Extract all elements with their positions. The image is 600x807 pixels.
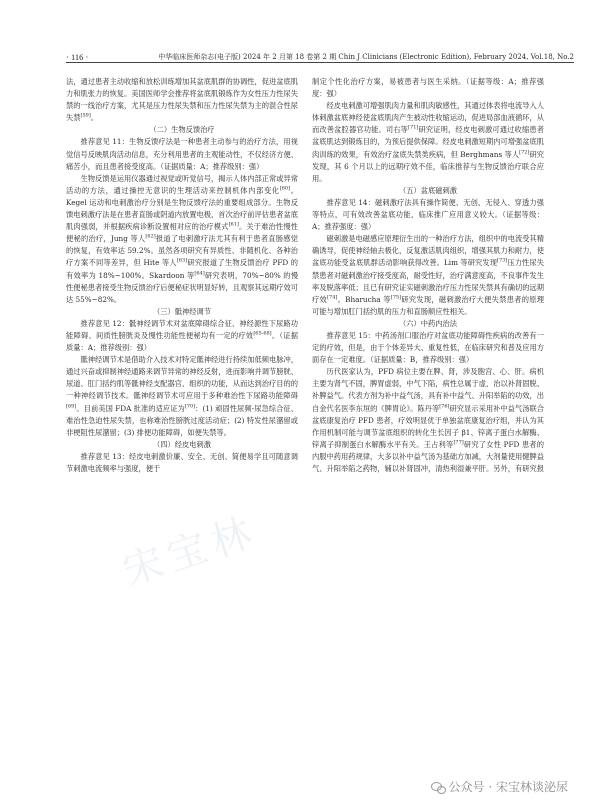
text-run: 。 xyxy=(90,113,99,123)
paragraph xyxy=(312,366,544,475)
left-column xyxy=(66,76,298,475)
text-run: （二）生物反馈治疗 xyxy=(149,125,215,135)
citation-ref: [76] xyxy=(439,403,450,410)
text-run: 法，通过患者主动收缩和放松训练增加其盆底肌群的协调性，促进盆底肌力和肌张力的恢复。美国医师学会推荐将盆底肌锻炼作为女性压力性尿失禁的一线治疗方案，尤其是压力性尿失禁和压力性尿失禁为主的混合性尿失禁 xyxy=(66,77,299,123)
text-run: 研究发现，磁刺激治疗大便失禁患者的原理可能与增加肛门括约肌的压力和直肠顺应性相关。 xyxy=(312,294,544,316)
text-run: 报道了电刺激疗法尤其有利于患者直肠感觉的恢复，有效率达 59.2%。虽然各项研究有异质性、非随机化、各种治疗方案不同等差异，但 Hite 等人 xyxy=(66,234,298,268)
text-run: 研究表明，70%~80% 的慢性便秘患者接受生物反馈治疗后便秘症状明显好转，且观察其远期疗效可达 55%~82%。 xyxy=(66,270,299,304)
text-run: 研究了女性 PFD 患者的内服中药用药规律，大多以补中益气汤为基础方加减，大剂量使用健脾益气、升阳举陷之药物，辅以补肾固冲，清热利湿兼平肝。另外，有研究报 xyxy=(312,439,545,473)
text-run: 制定个性化治疗方案，易被患者与医生采纳。（证据等级：A；推荐强度：强） xyxy=(312,77,544,99)
citation-ref: [63] xyxy=(176,258,188,264)
text-run: 推荐意见 12：骶神经调节术对盆底障碍综合征、神经源性下尿路功能障碍、间质性膀胱炎及慢性功能性便秘均有一定的疗效 xyxy=(66,318,298,340)
citation-ref: [64] xyxy=(194,270,205,277)
header-rule xyxy=(66,62,574,63)
citation-ref: [77] xyxy=(453,439,464,446)
citation-ref: [70] xyxy=(184,403,196,410)
section-heading xyxy=(312,185,544,197)
paragraph xyxy=(66,318,298,354)
text-run: 压力性尿失禁患者对磁刺激治疗接受度高，耐受性好，治疗满意度高，不良事件发生率及脱落率低；且已有研究证实磁刺激治疗压力性尿失禁具有确切的远期疗效 xyxy=(312,258,545,304)
paragraph xyxy=(312,197,544,233)
section-heading xyxy=(66,306,298,318)
paragraph xyxy=(66,173,298,306)
text-run: 生物反馈是运用仪器通过视觉或听觉信号，揭示人体内部正常或异常活动的方法，通过操控无意识的生理活动来控制机体内部变化 xyxy=(66,173,299,195)
citation-ref: [74] xyxy=(327,294,338,301)
citation-ref: [75] xyxy=(390,294,402,301)
text-run: 经皮电刺激可增强肌肉力量和肌肉敏感性，其通过体表将电流导入人体刺激盆底神经使盆底肌肉产生被动性收缩运动，促进局部血液循环，从而改善盆腔器官功能。司右等 xyxy=(312,101,545,135)
paragraph xyxy=(66,76,298,124)
text-run: 。关于难治性慢性便秘的治疗，Jung 等人 xyxy=(66,222,298,244)
page-number: · 116 · xyxy=(66,52,89,62)
text-run: 研究报道了生物反馈治疗 PFD 的有效率为 18%~100%。Skardoon 等 xyxy=(66,258,298,280)
paragraph xyxy=(66,354,298,439)
paragraph xyxy=(66,451,298,475)
text-run: 研究显示采用补中益气汤联合盆底康复治疗 PFD 患者，疗效明显优于单独盆底康复治疗组，并认为其作用机制可能与调节盆底组织的转化生长因子 β1、锌离子蛋白水解酶、锌离子抑制蛋白水解酶水平有关。王占利等 xyxy=(312,403,544,449)
text-run: （六）中药内治法 xyxy=(398,318,457,328)
citation-ref: [73] xyxy=(497,258,508,264)
text-run: 历代医家认为，PFD 病位主要在脾、肾，涉及胞宫、心、肝。病机主要为肾气不固，脾胃虚弱，中气下陷，病性总属于虚，治以补肾固脱、补脾益气。代表方剂为补中益气汤，具有补中益气、升阳举陷的功效，出自金代名医李东垣的《脾胃论》。陈丹等 xyxy=(312,367,545,413)
watermark: 宋宝林 xyxy=(117,508,263,596)
text-run: （四）经皮电刺激 xyxy=(152,439,211,449)
running-header xyxy=(66,46,574,62)
text-run: 。Bharucha 等 xyxy=(337,294,391,304)
citation-ref: [65-68] xyxy=(253,330,272,337)
text-run: 研究发现，其 6 个月以上的远期疗效不佳，临床推荐与生物反馈治疗联合应用。 xyxy=(312,149,544,183)
paragraph xyxy=(312,330,544,366)
text-run: 推荐意见 13：经皮电刺激价廉、安全、无创、简便易学且可随意调节刺激电流频率与强度，便于 xyxy=(66,451,298,473)
text-run: 骶神经调节术是借助介入技术对特定骶神经进行持续加低频电脉冲，通过兴奋或抑制神经通路来调节异常的神经反射，进而影响并调节膀胱、尿道、肛门括约肌等骶神经支配器官、组织的功能，从而达到治疗目的的一种神经调节技术。骶神经调节术可应用于多种难治性下尿路功能障碍 xyxy=(66,355,299,401)
text-run: 推荐意见 14：磁刺激疗法具有操作简便、无创、无侵入、穿透力强等特点，可有效改善盆底功能，临床推广应用意义较大。（证据等级：A；推荐强度：强） xyxy=(312,197,544,232)
text-run: 研究证明，经皮电刺激可通过收缩患者盆底肌达到锻炼目的，为预后提供保障。经皮电刺激短期内可增强盆底肌肉训练的效果，有效治疗盆底失禁类疾病，但 Berghmans 等人 xyxy=(312,125,545,159)
text-run: 。（证据质量：A；推荐级别：强） xyxy=(66,330,298,353)
citation-ref: [69] xyxy=(66,403,77,410)
paragraph xyxy=(66,136,298,172)
right-column xyxy=(312,76,544,475)
citation-ref: [71] xyxy=(408,124,419,131)
paragraph xyxy=(312,233,544,318)
citation-ref: [61] xyxy=(228,221,239,228)
citation-ref: [62] xyxy=(145,233,156,240)
wechat-icon xyxy=(431,781,445,793)
text-run: 推荐意见 11：生物反馈疗法是一种患者主动参与的治疗方法，用视觉信号反映肌肉活动信息，充分利用患者的主观能动性，不仅经济方便、痛苦小，而且患者接受度高。（证据质量：A；推荐级别：强） xyxy=(66,137,299,171)
citation-ref: [59] xyxy=(80,112,91,119)
text-run: ：(1) 顽固性尿频-尿急综合征、难治性急迫性尿失禁，也称难治性膀胱过度活动症；(2) 特发性尿潴留或非梗阻性尿潴留；(3) 排便功能障碍，如便失禁等。 xyxy=(66,403,298,437)
wechat-footer xyxy=(431,778,568,795)
citation-ref: [72] xyxy=(519,149,530,156)
text-run: （三）骶神经调节 xyxy=(152,306,211,316)
text-run: 。Kegel 运动和电刺激治疗分别是生物反馈疗法的重要组成部分。生物反馈电刺激疗法是在患者直肠或阴道内放置电极，首次治疗前评估患者盆底肌肉强弱，并根据疾病诊断设置相对应的治疗模式 xyxy=(66,185,299,232)
text-run: 磁刺激是电磁感应原理衍生出的一种治疗方法，组织中的电流受其精确诱导，促使神经轴去极化，反复激活肌肉组织，增强其肌力和耐力，使盆底功能受盆底肌群活动影响获得改善。Lim 等研究发现 xyxy=(312,234,545,268)
section-heading xyxy=(312,318,544,330)
paragraph xyxy=(312,100,544,185)
section-heading xyxy=(66,439,298,451)
paragraph xyxy=(312,76,544,100)
text-run: 推荐意见 15：中药汤剂口服治疗对盆底功能障碍性疾病的改善有一定的疗效，但是，由于个体差异大、重复性低，在临床研究和普及应用方面存在一定难度。（证据质量：B，推荐级别：强） xyxy=(312,330,545,365)
citation-ref: [60] xyxy=(279,185,291,192)
text-run: 。目前美国 FDA 批准的适应证为 xyxy=(76,403,185,413)
section-heading xyxy=(66,124,298,136)
footer-text: 公众号 · 宋宝林谈泌尿 xyxy=(448,780,568,794)
text-run: （五）盆底磁刺激 xyxy=(398,185,457,195)
journal-citation: 中华临床医师杂志(电子版) 2024 年 2 月第 18 卷第 2 期 Chin J Clinicians (Electronic Edition), February 2024, Vol.18, No.2 xyxy=(158,53,574,61)
